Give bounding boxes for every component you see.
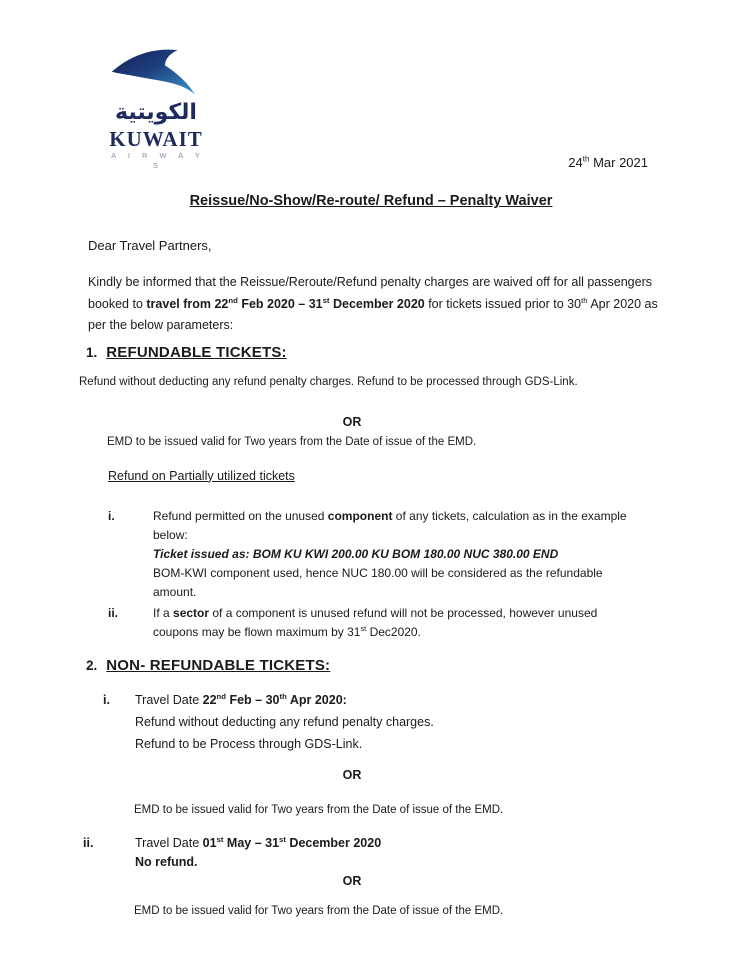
list-item-line: amount. xyxy=(153,584,197,599)
list-item-body xyxy=(153,507,742,602)
kuwait-airways-logo xyxy=(106,42,206,171)
section-1-heading-text: REFUNDABLE TICKETS: xyxy=(106,343,287,361)
no-refund-line: No refund. xyxy=(135,854,198,869)
list-item-refund-component xyxy=(108,507,742,602)
or-separator-1: OR xyxy=(342,414,362,429)
list-marker: i. xyxy=(103,692,110,707)
salutation: Dear Travel Partners, xyxy=(88,238,212,253)
list-item-line: Refund permitted on the unused component of any tickets, calculation as in the example xyxy=(153,508,627,523)
travel-date-line: Travel Date 22nd Feb – 30th Apr 2020: xyxy=(135,691,347,707)
title-row xyxy=(0,192,742,210)
intro-line: Kindly be informed that the Reissue/Reroute/Refund penalty charges are waived off for all passengers xyxy=(88,275,652,289)
section-2-number: 2. xyxy=(86,657,98,673)
travel-date-line: Travel Date 01st May – 31st December 2020 xyxy=(135,834,382,850)
list-item-line: coupons may be flown maximum by 31st Dec2020. xyxy=(153,623,421,639)
logo-airways-text: A I R W A Y S xyxy=(111,151,205,170)
list-item-body xyxy=(135,689,434,755)
emd-note-2: EMD to be issued valid for Two years from the Date of issue of the EMD. xyxy=(134,803,504,816)
logo-arabic-text: الكويتية xyxy=(115,100,197,125)
list-item-body xyxy=(135,834,381,872)
intro-paragraph xyxy=(88,272,742,337)
list-marker: ii. xyxy=(108,605,119,620)
bird-logo-icon xyxy=(109,42,203,98)
emd-note-3: EMD to be issued valid for Two years from the Date of issue of the EMD. xyxy=(134,904,504,917)
list-item-line: BOM-KWI component used, hence NUC 180.00 will be considered as the refundable xyxy=(153,565,603,580)
list-item-sector-unused xyxy=(108,604,742,642)
list-item-line-ticket-example: Ticket issued as: BOM KU KWI 200.00 KU BOM 180.00 NUC 380.00 END xyxy=(153,546,559,561)
section-1-number: 1. xyxy=(86,344,98,360)
list-item-travel-date-may-dec xyxy=(83,834,742,872)
list-item-body xyxy=(153,604,742,642)
gds-process-line: Refund to be Process through GDS-Link. xyxy=(135,736,363,751)
or-separator-2: OR xyxy=(342,767,362,782)
logo-wordmark: KUWAIT xyxy=(109,127,203,151)
list-item-line: below: xyxy=(153,527,188,542)
list-item-line: If a sector of a component is unused refund will not be processed, however unused xyxy=(153,605,598,620)
or-separator-3: OR xyxy=(342,873,362,888)
document-title: Reissue/No-Show/Re-route/ Refund – Penalty Waiver xyxy=(189,193,553,209)
document-date: 24th Mar 2021 xyxy=(568,154,648,170)
refundable-note: Refund without deducting any refund penalty charges. Refund to be processed through GDS-Link. xyxy=(79,375,578,388)
section-1-heading xyxy=(86,344,742,361)
emd-note-1: EMD to be issued valid for Two years from the Date of issue of the EMD. xyxy=(107,435,477,448)
list-item-travel-date-feb-apr xyxy=(103,689,742,755)
partial-refund-heading: Refund on Partially utilized tickets xyxy=(108,468,295,483)
intro-line: booked to travel from 22nd Feb 2020 – 31st December 2020 for tickets issued prior to 30th Apr 2020 as xyxy=(88,295,658,311)
intro-line: per the below parameters: xyxy=(88,318,234,332)
list-marker: i. xyxy=(108,508,115,523)
section-2-heading xyxy=(86,657,742,674)
section-2-heading-text: NON- REFUNDABLE TICKETS: xyxy=(106,656,331,674)
list-marker: ii. xyxy=(83,835,94,850)
refund-line: Refund without deducting any refund penalty charges. xyxy=(135,714,434,729)
